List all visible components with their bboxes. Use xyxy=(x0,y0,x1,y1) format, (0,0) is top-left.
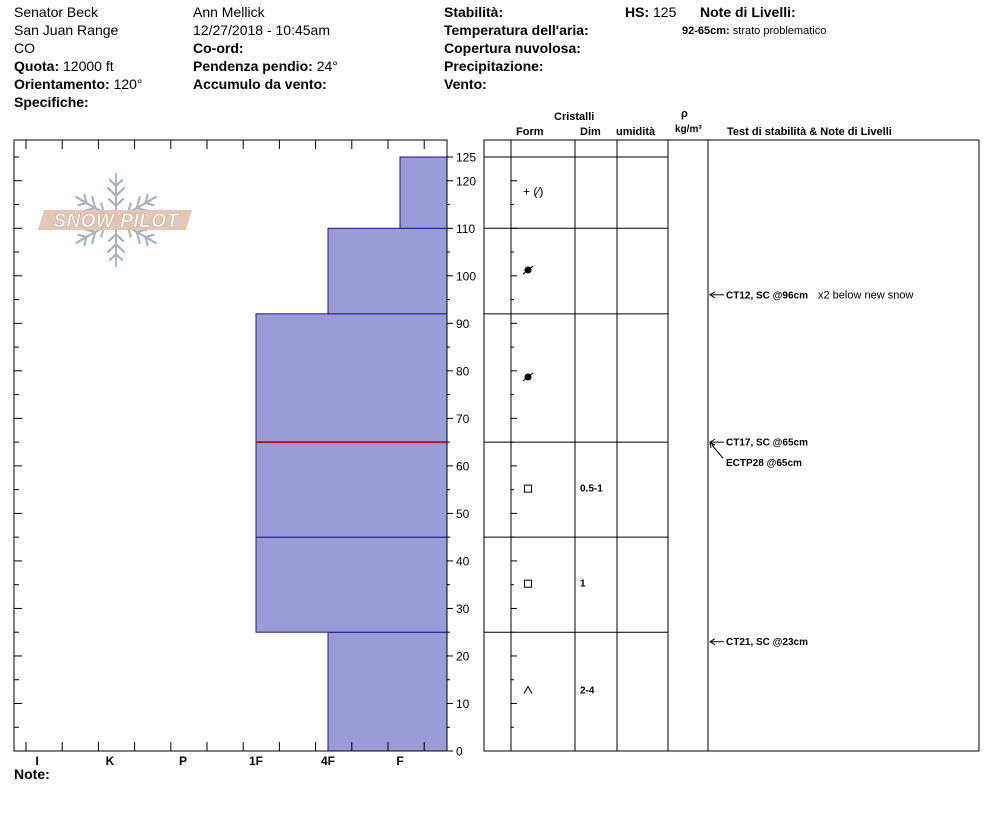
depth-tick-label-20: 20 xyxy=(456,649,470,664)
test-result-text: ECTP28 @65cm xyxy=(726,458,802,470)
hardness-tick-label-4F: 4F xyxy=(320,754,336,768)
crystals-header: Cristalli xyxy=(554,111,595,123)
layer-note-depth: 92-65cm: xyxy=(682,25,730,37)
moisture-header: umidità xyxy=(616,126,656,138)
hardness-tick-label-I: I xyxy=(35,754,39,768)
faceted-crystal-icon xyxy=(525,485,532,492)
depth-tick-label-90: 90 xyxy=(456,316,470,331)
test-result-text: CT17, SC @65cm xyxy=(726,437,809,449)
observer-name: Ann Mellick xyxy=(193,4,265,20)
location-name: Senator Beck xyxy=(14,4,99,20)
hardness-layer-0 xyxy=(328,632,447,751)
hardness-layer-5 xyxy=(400,157,447,228)
slope-value: 24° xyxy=(316,58,338,74)
hardness-layer-2 xyxy=(256,442,447,537)
rounded-grain-icon xyxy=(523,266,533,274)
stability-test-3 xyxy=(710,637,808,648)
form-header: Form xyxy=(516,126,544,138)
depth-hoar-icon xyxy=(524,687,532,694)
hardness-axis xyxy=(35,754,403,768)
notes-label: Note: xyxy=(14,766,50,782)
hardness-tick-label-F: F xyxy=(396,754,404,768)
stability-label: Stabilità: xyxy=(444,4,504,20)
stability-test-1 xyxy=(710,438,808,449)
hardness-profile xyxy=(256,157,447,751)
layer-notes-label: Note di Livelli: xyxy=(700,4,796,20)
faceted-crystal-icon xyxy=(525,580,532,587)
hardness-tick-label-1F: 1F xyxy=(248,754,264,768)
depth-tick-label-60: 60 xyxy=(456,459,470,474)
depth-tick-label-80: 80 xyxy=(456,364,470,379)
precipitation-particle-icon: + (⁄) xyxy=(523,184,544,199)
cloud-cover-label: Copertura nuvolosa: xyxy=(444,40,581,56)
layer-note-text: strato problematico xyxy=(732,25,827,37)
grain-size-0: 2-4 xyxy=(580,685,595,697)
aspect-value: 120° xyxy=(113,76,143,92)
grain-size-1: 1 xyxy=(580,578,586,590)
hs-value: 125 xyxy=(653,4,677,20)
tests-notes-header: Test di stabilità & Note di Livelli xyxy=(727,126,892,138)
test-result-text: CT21, SC @23cm xyxy=(726,637,809,649)
depth-tick-label-110: 110 xyxy=(456,221,476,236)
range-name: San Juan Range xyxy=(14,22,119,38)
aspect-label: Orientamento: xyxy=(14,76,110,92)
state-name: CO xyxy=(14,40,35,56)
hs-label: HS: xyxy=(625,4,650,20)
depth-tick-label-30: 30 xyxy=(456,601,470,616)
air-temp-label: Temperatura dell'aria: xyxy=(444,22,589,38)
hardness-tick-label-P: P xyxy=(178,754,188,768)
rounded-grain-icon xyxy=(523,373,533,381)
depth-axis xyxy=(447,151,476,759)
depth-tick-label-125: 125 xyxy=(456,150,477,165)
slope-label: Pendenza pendio: xyxy=(193,58,313,74)
hardness-layer-1 xyxy=(256,537,447,632)
density-symbol: ρ xyxy=(681,108,688,120)
hardness-tick-label-K: K xyxy=(105,754,115,768)
stability-test-0 xyxy=(710,289,913,301)
test-result-text: CT12, SC @96cm xyxy=(726,290,809,302)
specifics-label: Specifiche: xyxy=(14,94,89,110)
test-arrow-line xyxy=(712,445,723,458)
grain-size-2: 0.5-1 xyxy=(580,483,603,495)
depth-tick-label-70: 70 xyxy=(456,411,470,426)
depth-tick-label-120: 120 xyxy=(456,174,477,189)
depth-tick-label-100: 100 xyxy=(456,269,477,284)
test-result-note: x2 below new snow xyxy=(818,289,914,302)
depth-tick-label-40: 40 xyxy=(456,554,470,569)
hardness-layer-3 xyxy=(256,314,447,442)
depth-tick-label-10: 10 xyxy=(456,696,470,711)
hardness-layer-4 xyxy=(328,228,447,314)
depth-tick-label-0: 0 xyxy=(456,744,463,759)
depth-tick-label-50: 50 xyxy=(456,506,470,521)
wind-label: Vento: xyxy=(444,76,487,92)
elevation-label: Quota: xyxy=(14,58,60,74)
size-header: Dim xyxy=(580,126,601,138)
logo-text: SNOW PILOT xyxy=(53,211,179,232)
stability-tests xyxy=(710,289,913,648)
elevation-value: 12000 ft xyxy=(63,58,114,74)
coord-label: Co-ord: xyxy=(193,40,244,56)
wind-loading-label: Accumulo da vento: xyxy=(193,76,327,92)
density-unit: kg/m³ xyxy=(675,124,702,135)
observation-datetime: 12/27/2018 - 10:45am xyxy=(193,22,330,38)
precipitation-label: Precipitazione: xyxy=(444,58,544,74)
